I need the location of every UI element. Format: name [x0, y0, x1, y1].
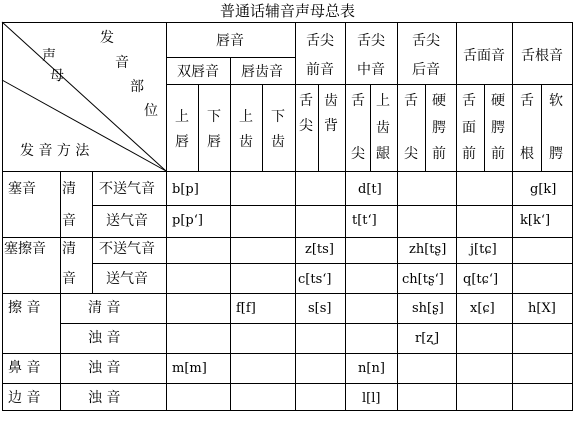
header-labiodental: 唇齿音: [241, 64, 283, 80]
corner-fayin-4: 位: [144, 103, 158, 119]
header-lip: 唇音: [216, 33, 244, 49]
cell-q: q[tɕ‘]: [463, 272, 499, 287]
articulator-tongue-tip: 舌 尖: [351, 93, 365, 162]
voicing-voiceless-top: 清: [62, 181, 76, 197]
articulator-lower-teeth: 下 齿: [271, 109, 285, 150]
articulator-hard-palate-front: 硬 腭 前: [432, 93, 446, 162]
cell-c: c[ts‘]: [298, 272, 332, 287]
manner-affricate: 塞擦音: [4, 241, 46, 257]
header-palatal: 舌面音: [463, 48, 505, 64]
page-title: 普通话辅音声母总表: [219, 2, 355, 20]
voicing-aspirated: 送气音: [106, 271, 148, 287]
cell-k: k[k‘]: [520, 213, 551, 228]
cell-m: m[m]: [172, 361, 207, 376]
corner-fayin-3: 部: [130, 79, 144, 95]
cell-x: x[ɕ]: [470, 301, 495, 316]
cell-sh: sh[ʂ]: [412, 301, 444, 316]
cell-p: p[p‘]: [172, 213, 203, 228]
manner-lateral: 边 音: [8, 390, 41, 406]
header-tip-back-2: 后音: [412, 62, 440, 78]
corner-shengmu-2: 母: [50, 68, 64, 84]
header-tip-back-1: 舌尖: [412, 33, 440, 49]
header-tip-mid-1: 舌尖: [357, 33, 385, 49]
voicing-voiceless-bottom: 音: [62, 213, 76, 229]
header-tip-front-1: 舌尖: [306, 33, 334, 49]
header-velar: 舌根音: [521, 48, 563, 64]
voicing-voiced: 浊 音: [88, 390, 121, 406]
voicing-voiced: 浊 音: [88, 330, 121, 346]
articulator-upper-lip: 上 唇: [175, 109, 189, 150]
corner-shengmu-1: 声: [42, 48, 56, 64]
cell-d: d[t]: [358, 182, 382, 197]
voicing-aspirated: 送气音: [106, 213, 148, 229]
cell-s: s[s]: [308, 301, 332, 316]
cell-f: f[f]: [236, 301, 256, 316]
cell-zh: zh[tʂ]: [409, 242, 447, 257]
articulator-tongue-tip: 舌 尖: [299, 93, 313, 134]
manner-stop: 塞音: [8, 181, 36, 197]
voicing-unaspirated: 不送气音: [99, 181, 155, 197]
cell-t: t[t‘]: [352, 213, 377, 228]
header-tip-mid-2: 中音: [357, 62, 385, 78]
voicing-voiceless-top: 清: [62, 241, 76, 257]
articulator-teeth-back: 齿 背: [324, 93, 338, 134]
header-tip-front-2: 前音: [306, 62, 334, 78]
cell-r: r[ʐ]: [415, 331, 440, 346]
voicing-voiced: 浊 音: [88, 360, 121, 376]
manner-nasal: 鼻 音: [8, 360, 41, 376]
voicing-unaspirated: 不送气音: [99, 241, 155, 257]
articulator-hard-palate-front: 硬 腭 前: [491, 93, 505, 162]
cell-h: h[X]: [528, 301, 556, 316]
articulator-tongue-front: 舌 面 前: [462, 93, 476, 162]
voicing-voiceless-bottom: 音: [62, 271, 76, 287]
articulator-alveolar: 上 齿 龈: [376, 93, 390, 162]
articulator-lower-lip: 下 唇: [207, 109, 221, 150]
articulator-tongue-root: 舌 根: [520, 93, 534, 162]
articulator-tongue-tip: 舌 尖: [404, 93, 418, 162]
cell-n: n[n]: [358, 361, 385, 376]
cell-l: l[l]: [362, 391, 381, 406]
header-bilabial: 双唇音: [177, 64, 219, 80]
corner-fayin-1: 发: [100, 30, 114, 46]
cell-ch: ch[tʂ‘]: [402, 272, 444, 287]
cell-b: b[p]: [172, 182, 199, 197]
manner-fricative: 擦 音: [8, 300, 41, 316]
cell-g: g[k]: [530, 182, 557, 197]
articulator-soft-palate: 软 腭: [549, 93, 563, 162]
voicing-voiceless: 清 音: [88, 300, 121, 316]
articulator-upper-teeth: 上 齿: [239, 109, 253, 150]
corner-fayin-2: 音: [115, 55, 129, 71]
corner-method: 发 音 方 法: [20, 143, 90, 159]
cell-z: z[ts]: [305, 242, 334, 257]
cell-j: j[tɕ]: [470, 242, 497, 257]
